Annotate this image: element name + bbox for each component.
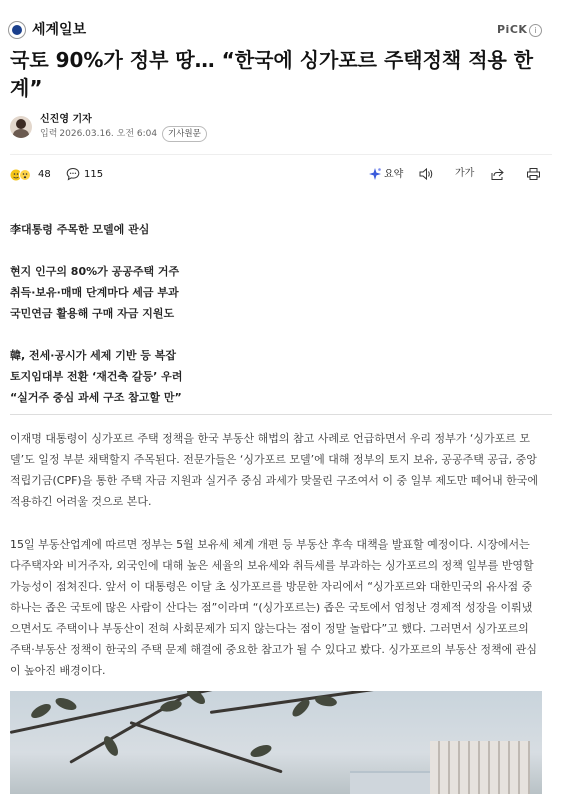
subhead-line: 李대통령 주목한 모델에 관심: [10, 223, 150, 236]
comment-count: 115: [84, 169, 104, 180]
pick-label: PiCK: [497, 23, 528, 36]
header-divider: [10, 154, 552, 155]
publish-date: [40, 128, 157, 140]
press-name[interactable]: 세계일보: [32, 22, 87, 38]
share-icon[interactable]: [490, 167, 505, 181]
subhead-line: 국민연금 활용해 구매 자금 지원도: [10, 307, 175, 320]
article-subheads: [10, 219, 540, 408]
subhead-divider: [10, 414, 552, 415]
article-toolbar: [0, 162, 562, 188]
subhead-line: “실거주 중심 과세 구조 참고할 만”: [10, 391, 182, 404]
photo-building: [430, 741, 530, 794]
subhead-line: 현지 인구의 80%가 공공주택 거주: [10, 265, 180, 278]
comment-icon[interactable]: [66, 167, 80, 181]
ai-summary-sparkle-icon[interactable]: [368, 167, 382, 181]
summary-button[interactable]: 요약: [384, 169, 404, 180]
subhead-line: 토지임대부 전환 ‘재건축 갈등’ 우려: [10, 370, 183, 383]
date-label: 입력: [40, 129, 58, 139]
photo-leaf: [184, 691, 207, 707]
reporter-avatar[interactable]: [10, 116, 32, 138]
photo-building: [350, 771, 430, 794]
font-size-button[interactable]: 가가: [455, 168, 475, 179]
article-photo[interactable]: [10, 691, 542, 794]
body-paragraph: 이재명 대통령이 싱가포르 주택 정책을 한국 부동산 해법의 참고 사례로 언급하면서 우리 정부가 ‘싱가포르 모델’도 일정 부분 채택할지 주목된다. 전문가들은 ‘싱가포르 모델’에 대해 정부의 토지 보유, 공공주택 공급, 중앙적립기금(CPF)을 통한 주택 자금 지원과 실거주 중심 과세가 맞물린 구조여서 이 중 일부 제도만 떼어내 한국에 적용하긴 어려울 것으로 본다.: [10, 432, 538, 508]
photo-leaf: [29, 701, 53, 721]
subhead-line: 취득·보유·매매 단계마다 세금 부과: [10, 286, 179, 299]
press-logo-icon[interactable]: [8, 21, 26, 39]
original-article-link[interactable]: 기사원문: [162, 126, 207, 142]
photo-leaf: [101, 734, 121, 758]
reaction-count: 48: [38, 169, 51, 180]
reaction-emoji-icon[interactable]: [10, 168, 34, 182]
article-headline: 국토 90%가 정부 땅… “한국에 싱가포르 주택정책 적용 한계”: [10, 48, 534, 100]
photo-leaf: [249, 743, 273, 760]
subhead-line: 韓, 전세·공시가 세제 기반 등 복잡: [10, 349, 177, 362]
print-icon[interactable]: [526, 167, 541, 181]
body-paragraph: 15일 부동산업계에 따르면 정부는 5월 보유세 체계 개편 등 부동산 후속 대책을 발표할 예정이다. 시장에서는 다주택자와 비거주자, 외국인에 대해 높은 세율의 보유세와 취득세를 부과하는 싱가포르의 정책 일부를 반영할 가능성이 점쳐진다. 앞서 이 대통령은 이달 초 싱가포르를 방문한 자리에서 “싱가포르와 대한민국의 유사점 중 하나는 좁은 국토에 많은 사람이 산다는 점”이라며 “(싱가포르는) 좁은 국토에서 엄청난 경제적 성장을 이뤄냈으면서도 주택이나 부동산이 전혀 사회문제가 되지 않는다는 점이 정말 놀랍다”고 했다. 그러면서 싱가포르의 주택·부동산 정책이 한국의 주택 문제 해결에 중요한 참고가 될 수 있다고 봤다. 싱가포르의 부동산 정책에 관심이 높아진 배경이다.: [10, 538, 537, 677]
press-header: [0, 0, 562, 44]
reporter-name[interactable]: 신진영 기자: [40, 114, 92, 125]
photo-leaf: [54, 696, 78, 713]
pick-info-icon[interactable]: i: [529, 24, 542, 37]
audio-speaker-icon[interactable]: [418, 167, 434, 181]
date-value: 2026.03.16. 오전 6:04: [59, 129, 158, 139]
